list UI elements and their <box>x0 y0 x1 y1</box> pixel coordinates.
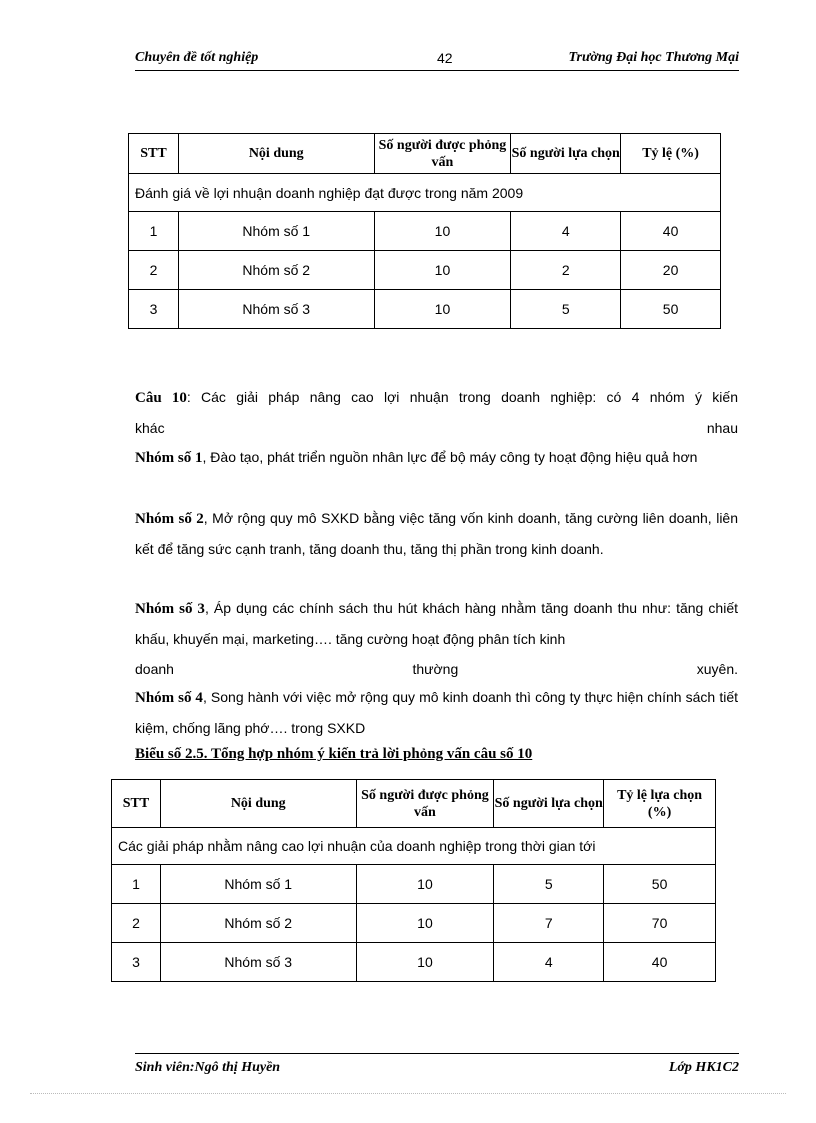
cell: 10 <box>374 251 511 290</box>
cell: Nhóm số 1 <box>160 865 356 904</box>
header-cell: STT <box>112 780 161 828</box>
header-cell: Tỷ lệ (%) <box>621 134 721 174</box>
question-label: Câu 10 <box>135 390 187 406</box>
question-text: : Các giải pháp nâng cao lợi nhuận trong doanh nghiệp: có 4 nhóm ý kiến <box>186 389 738 405</box>
group-4-paragraph <box>135 682 738 743</box>
cell: Nhóm số 1 <box>178 212 374 251</box>
span-cell: Các giải pháp nhằm nâng cao lợi nhuận của doanh nghiệp trong thời gian tới <box>112 828 716 865</box>
table-row <box>129 212 721 251</box>
page-number: 42 <box>437 50 453 66</box>
header-school: Trường Đại học Thương Mại <box>568 50 739 65</box>
cell: 20 <box>621 251 721 290</box>
header-cell: Tỷ lệ lựa chọn (%) <box>604 780 716 828</box>
span-cell: Đánh giá về lợi nhuận doanh nghiệp đạt được trong năm 2009 <box>129 174 721 212</box>
table-span-row <box>112 828 716 865</box>
group-label: Nhóm số 4 <box>135 690 203 706</box>
cell: 10 <box>374 290 511 329</box>
header-cell: Số người lựa chọn <box>511 134 621 174</box>
cell: Nhóm số 3 <box>160 943 356 982</box>
group-text: , Song hành với việc mở rộng quy mô kinh doanh thì công ty thực hiện chính sách tiết kiệm, chống lãng phớ…. trong SXKD <box>135 689 738 736</box>
header-cell: STT <box>129 134 179 174</box>
cell: 5 <box>494 865 604 904</box>
group-label: Nhóm số 3 <box>135 601 205 617</box>
table-row <box>129 290 721 329</box>
cell: 3 <box>112 943 161 982</box>
footer-class: Lớp HK1C2 <box>668 1060 739 1075</box>
group-label: Nhóm số 2 <box>135 511 204 527</box>
cell: 50 <box>604 865 716 904</box>
footer-student: Sinh viên:Ngô thị Huyền <box>135 1060 281 1075</box>
cell: 10 <box>356 943 494 982</box>
header-cell: Số người được phỏng vấn <box>374 134 511 174</box>
header-cell: Số người được phỏng vấn <box>356 780 494 828</box>
group-2-paragraph <box>135 503 738 564</box>
cell: 1 <box>112 865 161 904</box>
cell: 3 <box>129 290 179 329</box>
solutions-summary-table <box>111 779 716 982</box>
page-header <box>135 48 739 71</box>
header-cell: Số người lựa chọn <box>494 780 604 828</box>
cell: 2 <box>112 904 161 943</box>
table-header-row <box>129 134 721 174</box>
cell: 40 <box>621 212 721 251</box>
cell: 70 <box>604 904 716 943</box>
table-caption: Biểu số 2.5. Tổng hợp nhóm ý kiến trả lời phỏng vấn câu số 10 <box>135 746 533 762</box>
cell: 10 <box>356 904 494 943</box>
group-1-paragraph <box>135 442 738 473</box>
table-span-row <box>129 174 721 212</box>
cell: 4 <box>494 943 604 982</box>
cell: 10 <box>356 865 494 904</box>
cell: 5 <box>511 290 621 329</box>
cell: 50 <box>621 290 721 329</box>
group-text: , Áp dụng các chính sách thu hút khách hàng nhằm tăng doanh thu như: tăng chiết khấu, khuyến mại, marketing…. tăng cường hoạt động phân tích kinh <box>135 600 738 647</box>
group-text: , Mở rộng quy mô SXKD bằng việc tăng vốn kinh doanh, tăng cường liên doanh, liên kết để tăng sức cạnh tranh, tăng doanh thu, tăng thị phần trong kinh doanh. <box>135 510 738 557</box>
page-break-line <box>30 1093 786 1094</box>
page-footer <box>135 1053 739 1075</box>
cell: 1 <box>129 212 179 251</box>
cell: 7 <box>494 904 604 943</box>
cell: Nhóm số 2 <box>178 251 374 290</box>
profit-evaluation-table <box>128 133 721 329</box>
cell: Nhóm số 2 <box>160 904 356 943</box>
table-row <box>112 904 716 943</box>
cell: 40 <box>604 943 716 982</box>
group-3-paragraph <box>135 593 738 684</box>
header-cell: Nội dung <box>178 134 374 174</box>
table-row <box>112 865 716 904</box>
group-label: Nhóm số 1 <box>135 450 203 466</box>
cell: 10 <box>374 212 511 251</box>
header-title: Chuyên đề tốt nghiệp <box>135 50 259 65</box>
table-row <box>129 251 721 290</box>
group-text-last-line: doanh thường xuyên. <box>135 661 738 677</box>
cell: Nhóm số 3 <box>178 290 374 329</box>
group-text: , Đào tạo, phát triển nguồn nhân lực để bộ máy công ty hoạt động hiệu quả hơn <box>202 449 698 465</box>
cell: 2 <box>129 251 179 290</box>
header-cell: Nội dung <box>160 780 356 828</box>
question-10-paragraph <box>135 382 738 443</box>
table-header-row <box>112 780 716 828</box>
cell: 4 <box>511 212 621 251</box>
cell: 2 <box>511 251 621 290</box>
question-text-continued: khác nhau <box>135 420 738 436</box>
table-row <box>112 943 716 982</box>
